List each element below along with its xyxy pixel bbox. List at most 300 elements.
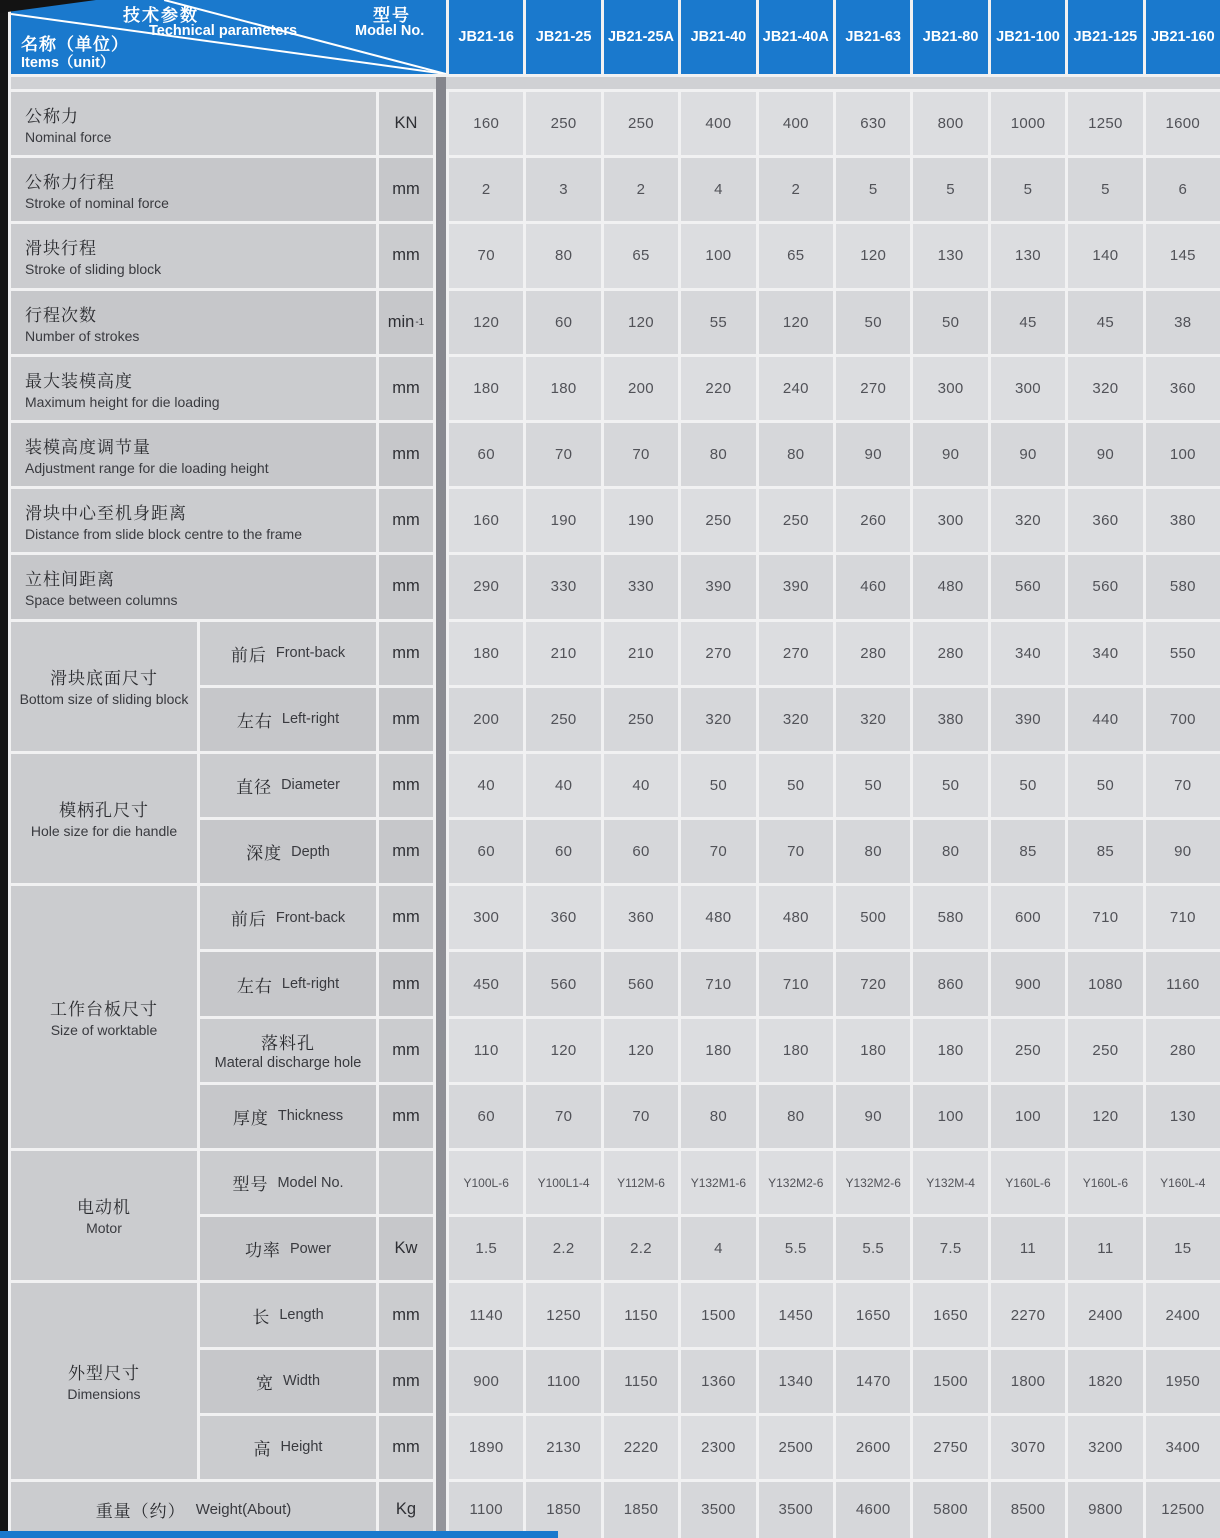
row-label-cn: 重量（约） — [95, 1502, 186, 1522]
value-cell: 1950 — [1146, 1350, 1220, 1413]
value-cell: 90 — [836, 1085, 910, 1148]
group-label — [11, 1283, 197, 1479]
value-cell: 90 — [836, 423, 910, 486]
value-cell: 80 — [759, 423, 833, 486]
unit-text: min — [387, 312, 415, 331]
unit-text: mm — [392, 1106, 420, 1125]
value-cell: 210 — [604, 622, 678, 685]
value-cell: 360 — [1068, 489, 1142, 552]
value-cell: 3 — [526, 158, 600, 221]
unit-text: mm — [392, 1371, 420, 1390]
unit-cell — [379, 1151, 433, 1214]
sub-label-en: Diameter — [281, 777, 340, 794]
sub-label-cn: 落料孔 — [261, 1034, 315, 1054]
value-cell: 1650 — [913, 1283, 987, 1346]
value-cell: 50 — [1068, 754, 1142, 817]
value-cell: 180 — [913, 1019, 987, 1082]
sub-label-en: Left-right — [281, 711, 340, 728]
corner-items-unit-cn: 名称（单位） — [21, 35, 129, 54]
value-cell: 1150 — [604, 1283, 678, 1346]
value-cell: 12500 — [1146, 1482, 1220, 1538]
value-cell: 5.5 — [759, 1217, 833, 1280]
value-cell: 710 — [1068, 886, 1142, 949]
corner-items-unit-en: Items（unit） — [21, 55, 115, 71]
unit-text: mm — [392, 908, 420, 927]
value-cell: 3070 — [991, 1416, 1065, 1479]
row-label — [11, 224, 376, 287]
value-cell: 5.5 — [836, 1217, 910, 1280]
bottom-blue-bar — [0, 1531, 558, 1538]
value-cell: 630 — [836, 92, 910, 155]
value-cell: 390 — [991, 688, 1065, 751]
value-cell: 1450 — [759, 1283, 833, 1346]
value-cell: 280 — [836, 622, 910, 685]
group-label — [11, 886, 197, 1148]
value-cell: 1360 — [681, 1350, 755, 1413]
value-cell: 1820 — [1068, 1350, 1142, 1413]
sub-label-en: Front-back — [275, 645, 346, 662]
value-cell: 340 — [1068, 622, 1142, 685]
row-label-en: Maximum height for die loading — [25, 393, 220, 410]
row-label-en: Space between columns — [25, 592, 178, 609]
sub-label-en: Power — [289, 1240, 332, 1257]
value-cell: 90 — [991, 423, 1065, 486]
value-cell: 2270 — [991, 1283, 1065, 1346]
value-cell: 800 — [913, 92, 987, 155]
row-label-cn: 滑块中心至机身距离 — [25, 504, 187, 524]
value-cell: 90 — [1146, 820, 1220, 883]
unit-cell — [379, 1217, 433, 1280]
value-cell: 100 — [681, 224, 755, 287]
value-cell: Y100L1-4 — [526, 1151, 600, 1214]
model-header-jb21-40a: JB21-40A — [759, 0, 833, 74]
unit-text: mm — [392, 709, 420, 728]
value-cell: 1500 — [913, 1350, 987, 1413]
value-cell: 2.2 — [526, 1217, 600, 1280]
value-cell: 70 — [1146, 754, 1220, 817]
sub-label — [200, 1217, 376, 1280]
value-cell: 580 — [1146, 555, 1220, 618]
model-header-jb21-25: JB21-25 — [526, 0, 600, 74]
sub-label — [200, 952, 376, 1015]
value-cell: 2300 — [681, 1416, 755, 1479]
value-cell: 2400 — [1068, 1283, 1142, 1346]
value-cell: 100 — [1146, 423, 1220, 486]
sub-label-en: Height — [280, 1439, 323, 1456]
unit-text: mm — [392, 1305, 420, 1324]
unit-cell — [379, 1416, 433, 1479]
row-label-cn: 滑块行程 — [25, 239, 97, 259]
value-cell: 80 — [836, 820, 910, 883]
value-cell: 280 — [1146, 1019, 1220, 1082]
value-cell: 160 — [449, 489, 523, 552]
value-cell: 60 — [604, 820, 678, 883]
group-label-en: Motor — [86, 1220, 122, 1237]
value-cell: 3500 — [681, 1482, 755, 1538]
value-cell: 1600 — [1146, 92, 1220, 155]
value-cell: 50 — [836, 754, 910, 817]
value-cell: 180 — [526, 357, 600, 420]
value-cell: 60 — [526, 820, 600, 883]
row-label-en: Stroke of nominal force — [25, 195, 169, 212]
value-cell: 1250 — [526, 1283, 600, 1346]
unit-cell — [379, 489, 433, 552]
sub-label — [200, 688, 376, 751]
value-cell: 3500 — [759, 1482, 833, 1538]
value-cell: 480 — [759, 886, 833, 949]
value-cell: 190 — [604, 489, 678, 552]
value-cell: 50 — [836, 291, 910, 354]
value-cell: 70 — [526, 423, 600, 486]
value-cell: 60 — [449, 423, 523, 486]
value-cell: 290 — [449, 555, 523, 618]
value-cell: 50 — [913, 754, 987, 817]
sub-label — [200, 820, 376, 883]
sub-label-en: Thickness — [277, 1108, 344, 1125]
model-header-jb21-160: JB21-160 — [1146, 0, 1220, 74]
value-cell: 2 — [449, 158, 523, 221]
sub-label-cn: 前后 — [230, 645, 267, 665]
value-cell: 300 — [449, 886, 523, 949]
value-cell: 55 — [681, 291, 755, 354]
value-cell: 50 — [991, 754, 1065, 817]
value-cell: 710 — [759, 952, 833, 1015]
sub-label-cn: 功率 — [244, 1241, 281, 1261]
value-cell: 60 — [449, 820, 523, 883]
unit-text: mm — [392, 1437, 420, 1456]
unit-text: Kw — [394, 1239, 418, 1258]
value-cell: 65 — [759, 224, 833, 287]
value-cell: 480 — [913, 555, 987, 618]
row-label-cn: 公称力行程 — [25, 173, 115, 193]
value-cell: 11 — [991, 1217, 1065, 1280]
value-cell: Y160L-4 — [1146, 1151, 1220, 1214]
value-cell: 40 — [526, 754, 600, 817]
value-cell: 580 — [913, 886, 987, 949]
value-cell: 120 — [449, 291, 523, 354]
sub-label-cn: 左右 — [236, 976, 273, 996]
value-cell: 1850 — [604, 1482, 678, 1538]
value-cell: 900 — [991, 952, 1065, 1015]
value-cell: 120 — [836, 224, 910, 287]
value-cell: Y160L-6 — [1068, 1151, 1142, 1214]
corner-model-no-en: Model No. — [355, 23, 425, 39]
unit-cell — [379, 1283, 433, 1346]
sub-label — [200, 1283, 376, 1346]
value-cell: 330 — [604, 555, 678, 618]
header-spacer-band — [11, 77, 1220, 89]
value-cell: 1150 — [604, 1350, 678, 1413]
sub-label-en: Length — [279, 1307, 324, 1324]
sub-label — [200, 1019, 376, 1082]
value-cell: 80 — [526, 224, 600, 287]
value-cell: 50 — [759, 754, 833, 817]
group-label-cn: 电动机 — [77, 1198, 131, 1218]
value-cell: 320 — [759, 688, 833, 751]
unit-cell — [379, 291, 433, 354]
value-cell: 360 — [1146, 357, 1220, 420]
unit-cell — [379, 952, 433, 1015]
unit-text: mm — [392, 180, 420, 199]
value-cell: 320 — [836, 688, 910, 751]
value-cell: 550 — [1146, 622, 1220, 685]
value-cell: 70 — [604, 1085, 678, 1148]
unit-text: mm — [392, 577, 420, 596]
row-label-en: Nominal force — [25, 129, 112, 146]
value-cell: 860 — [913, 952, 987, 1015]
value-cell: 220 — [681, 357, 755, 420]
row-label — [11, 291, 376, 354]
value-cell: 560 — [991, 555, 1065, 618]
column-separator-strip — [436, 77, 446, 1538]
value-cell: 38 — [1146, 291, 1220, 354]
unit-text: KN — [394, 114, 418, 133]
value-cell: 560 — [1068, 555, 1142, 618]
value-cell: 1160 — [1146, 952, 1220, 1015]
value-cell: 8500 — [991, 1482, 1065, 1538]
value-cell: Y132M-4 — [913, 1151, 987, 1214]
weight-row-label — [11, 1482, 376, 1538]
model-header-jb21-125: JB21-125 — [1068, 0, 1142, 74]
corner-technical-parameters-cn: 技术参数 — [123, 6, 199, 25]
row-label-cn: 装模高度调节量 — [25, 438, 151, 458]
group-label-en: Dimensions — [67, 1385, 141, 1402]
value-cell: Y112M-6 — [604, 1151, 678, 1214]
value-cell: 400 — [759, 92, 833, 155]
sub-label-cn: 直径 — [236, 777, 273, 797]
value-cell: Y132M1-6 — [681, 1151, 755, 1214]
row-label — [11, 555, 376, 618]
unit-cell — [379, 224, 433, 287]
unit-text: mm — [392, 378, 420, 397]
page-left-edge — [0, 0, 8, 1538]
value-cell: 5 — [913, 158, 987, 221]
sub-label — [200, 1085, 376, 1148]
value-cell: 5 — [991, 158, 1065, 221]
value-cell: 5 — [1068, 158, 1142, 221]
value-cell: 65 — [604, 224, 678, 287]
corner-technical-parameters-en: Technical parameters — [149, 23, 298, 39]
value-cell: 320 — [1068, 357, 1142, 420]
value-cell: 250 — [526, 688, 600, 751]
value-cell: 250 — [681, 489, 755, 552]
value-cell: 270 — [759, 622, 833, 685]
group-label-cn: 模柄孔尺寸 — [59, 801, 149, 821]
value-cell: 120 — [526, 1019, 600, 1082]
value-cell: 320 — [681, 688, 755, 751]
sub-label-en: Width — [282, 1373, 321, 1390]
table-corner-header — [11, 0, 446, 74]
model-header-jb21-25a: JB21-25A — [604, 0, 678, 74]
value-cell: 2500 — [759, 1416, 833, 1479]
unit-cell — [379, 1350, 433, 1413]
value-cell: 45 — [991, 291, 1065, 354]
unit-text: mm — [392, 775, 420, 794]
value-cell: 320 — [991, 489, 1065, 552]
unit-cell — [379, 357, 433, 420]
value-cell: 330 — [526, 555, 600, 618]
value-cell: 60 — [526, 291, 600, 354]
group-label-cn: 滑块底面尺寸 — [50, 668, 158, 688]
value-cell: Y132M2-6 — [836, 1151, 910, 1214]
unit-cell — [379, 886, 433, 949]
value-cell: 270 — [836, 357, 910, 420]
value-cell: 130 — [1146, 1085, 1220, 1148]
sub-label-en: Front-back — [275, 909, 346, 926]
unit-cell — [379, 622, 433, 685]
value-cell: 900 — [449, 1350, 523, 1413]
value-cell: 100 — [913, 1085, 987, 1148]
value-cell: 360 — [526, 886, 600, 949]
unit-text: Kg — [395, 1500, 417, 1519]
value-cell: 340 — [991, 622, 1065, 685]
value-cell: 1000 — [991, 92, 1065, 155]
row-label-en: Adjustment range for die loading height — [25, 460, 269, 477]
unit-superscript: -1 — [415, 316, 425, 328]
value-cell: 40 — [449, 754, 523, 817]
unit-cell — [379, 688, 433, 751]
value-cell: Y100L-6 — [449, 1151, 523, 1214]
sub-label — [200, 1151, 376, 1214]
value-cell: 100 — [991, 1085, 1065, 1148]
value-cell: 500 — [836, 886, 910, 949]
value-cell: 70 — [449, 224, 523, 287]
value-cell: 1.5 — [449, 1217, 523, 1280]
value-cell: 600 — [991, 886, 1065, 949]
value-cell: 4 — [681, 1217, 755, 1280]
group-label — [11, 622, 197, 751]
value-cell: 120 — [759, 291, 833, 354]
value-cell: 140 — [1068, 224, 1142, 287]
value-cell: 45 — [1068, 291, 1142, 354]
value-cell: 90 — [913, 423, 987, 486]
unit-cell — [379, 754, 433, 817]
sub-label-cn: 宽 — [255, 1373, 274, 1393]
row-label — [11, 423, 376, 486]
value-cell: 130 — [913, 224, 987, 287]
row-label-cn: 行程次数 — [25, 305, 97, 325]
value-cell: 1890 — [449, 1416, 523, 1479]
value-cell: 120 — [604, 291, 678, 354]
group-label-en: Bottom size of sliding block — [19, 690, 189, 707]
model-header-jb21-80: JB21-80 — [913, 0, 987, 74]
value-cell: 250 — [1068, 1019, 1142, 1082]
value-cell: 110 — [449, 1019, 523, 1082]
value-cell: 1250 — [1068, 92, 1142, 155]
row-label-cn: 最大装模高度 — [25, 371, 133, 391]
value-cell: 460 — [836, 555, 910, 618]
row-label — [11, 357, 376, 420]
value-cell: 380 — [913, 688, 987, 751]
row-label-cn: 立柱间距离 — [25, 570, 115, 590]
value-cell: 90 — [1068, 423, 1142, 486]
value-cell: 180 — [836, 1019, 910, 1082]
value-cell: 560 — [604, 952, 678, 1015]
model-header-jb21-16: JB21-16 — [449, 0, 523, 74]
value-cell: 2750 — [913, 1416, 987, 1479]
sub-label-cn: 高 — [253, 1439, 272, 1459]
value-cell: 240 — [759, 357, 833, 420]
value-cell: 80 — [681, 423, 755, 486]
value-cell: 160 — [449, 92, 523, 155]
unit-text: mm — [392, 1040, 420, 1059]
value-cell: 210 — [526, 622, 600, 685]
unit-text: mm — [392, 246, 420, 265]
value-cell: 5 — [836, 158, 910, 221]
value-cell: 2.2 — [604, 1217, 678, 1280]
value-cell: 200 — [449, 688, 523, 751]
row-label-en: Distance from slide block centre to the frame — [25, 526, 303, 543]
value-cell: 70 — [604, 423, 678, 486]
value-cell: 50 — [913, 291, 987, 354]
value-cell: 300 — [913, 357, 987, 420]
group-label-en: Hole size for die handle — [30, 823, 178, 840]
unit-cell — [379, 555, 433, 618]
row-label — [11, 92, 376, 155]
value-cell: 710 — [1146, 886, 1220, 949]
value-cell: Y132M2-6 — [759, 1151, 833, 1214]
value-cell: Y160L-6 — [991, 1151, 1065, 1214]
value-cell: 2220 — [604, 1416, 678, 1479]
unit-cell — [379, 158, 433, 221]
value-cell: 180 — [449, 622, 523, 685]
value-cell: 5800 — [913, 1482, 987, 1538]
group-label-cn: 工作台板尺寸 — [50, 999, 158, 1019]
value-cell: 120 — [1068, 1085, 1142, 1148]
value-cell: 300 — [991, 357, 1065, 420]
value-cell: 360 — [604, 886, 678, 949]
value-cell: 260 — [836, 489, 910, 552]
sub-label-cn: 深度 — [246, 844, 283, 864]
value-cell: 2400 — [1146, 1283, 1220, 1346]
value-cell: 300 — [913, 489, 987, 552]
value-cell: 250 — [604, 92, 678, 155]
sub-label-cn: 前后 — [230, 910, 267, 930]
unit-text: mm — [392, 842, 420, 861]
value-cell: 120 — [604, 1019, 678, 1082]
value-cell: 2 — [759, 158, 833, 221]
value-cell: 85 — [1068, 820, 1142, 883]
value-cell: 1100 — [449, 1482, 523, 1538]
value-cell: 9800 — [1068, 1482, 1142, 1538]
value-cell: 1500 — [681, 1283, 755, 1346]
value-cell: 130 — [991, 224, 1065, 287]
sub-label — [200, 754, 376, 817]
corner-model-no-cn: 型号 — [373, 6, 411, 25]
unit-cell — [379, 423, 433, 486]
value-cell: 80 — [759, 1085, 833, 1148]
unit-cell — [379, 1482, 433, 1538]
value-cell: 70 — [526, 1085, 600, 1148]
value-cell: 40 — [604, 754, 678, 817]
group-label — [11, 1151, 197, 1280]
value-cell: 1140 — [449, 1283, 523, 1346]
value-cell: 1850 — [526, 1482, 600, 1538]
value-cell: 85 — [991, 820, 1065, 883]
row-label-en: Weight(About) — [195, 1501, 292, 1519]
row-label-en: Number of strokes — [25, 327, 140, 344]
value-cell: 4 — [681, 158, 755, 221]
value-cell: 145 — [1146, 224, 1220, 287]
value-cell: 180 — [449, 357, 523, 420]
sub-label — [200, 1416, 376, 1479]
value-cell: 250 — [991, 1019, 1065, 1082]
unit-text: mm — [392, 511, 420, 530]
group-label-cn: 外型尺寸 — [68, 1363, 140, 1383]
sub-label-en: Left-right — [281, 976, 340, 993]
value-cell: 3400 — [1146, 1416, 1220, 1479]
value-cell: 2 — [604, 158, 678, 221]
